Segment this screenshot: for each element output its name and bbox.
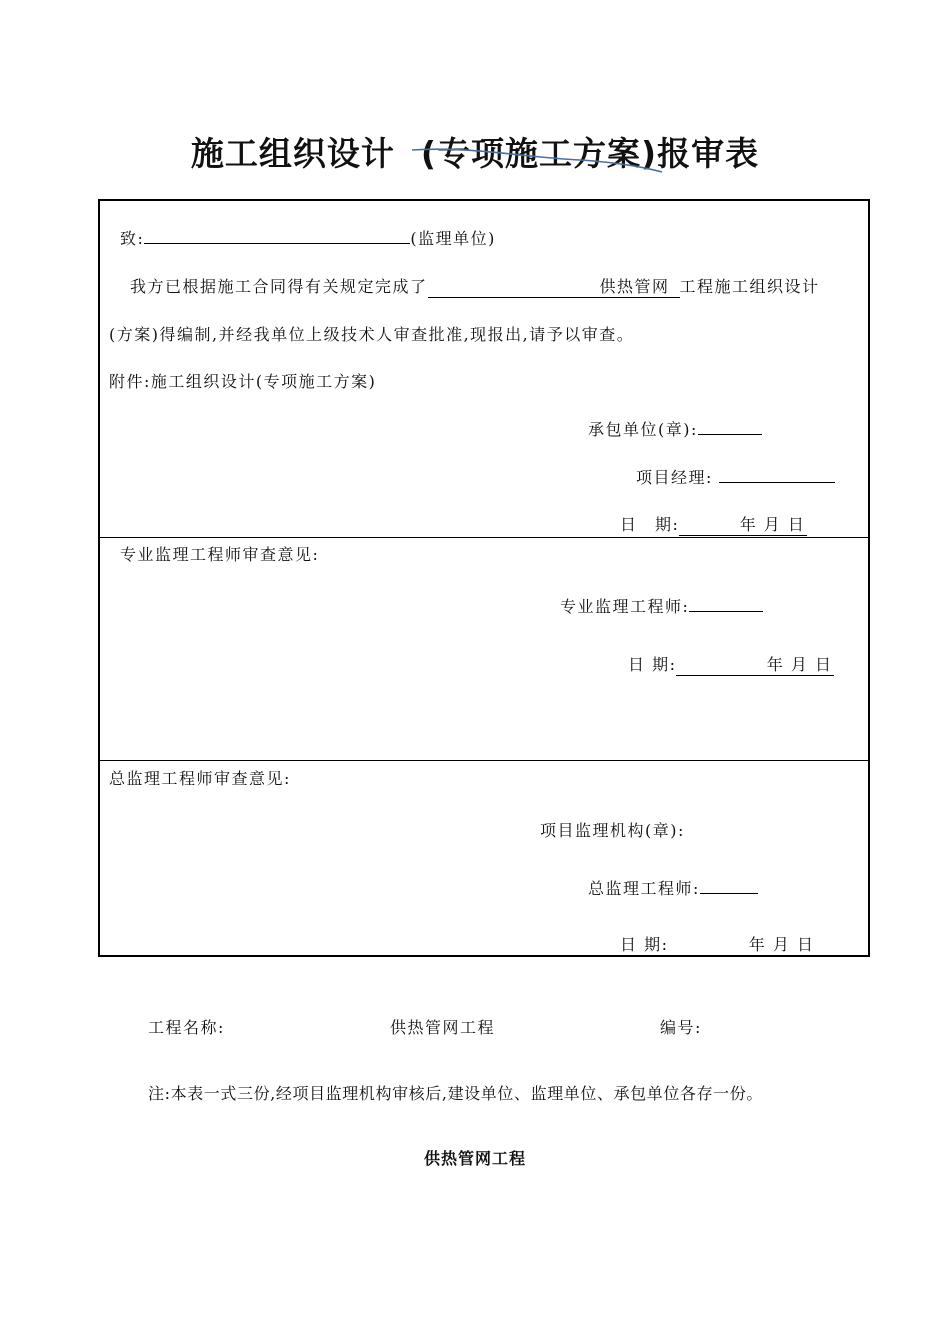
section3-date-label: 日 期: (620, 935, 669, 954)
title-part2: (专项施工方案)报审表 (420, 134, 760, 173)
section2-date-field[interactable]: 年 月 日 (676, 652, 834, 676)
chief-line (588, 876, 758, 899)
date-line (620, 512, 807, 536)
engineer-label: 专业监理工程师: (560, 597, 690, 616)
approval-form (98, 199, 870, 957)
chief-label: 总监理工程师: (588, 879, 700, 898)
contractor-field[interactable] (698, 417, 762, 435)
to-label: 致: (120, 229, 145, 248)
statement-suffix: 工程施工组织设计 (679, 277, 820, 296)
form-divider (100, 537, 868, 538)
section3-date-field[interactable]: 年 月 日 (668, 932, 816, 956)
footer-note: 注:本表一式三份,经项目监理机构审核后,建设单位、监理单位、承包单位各存一份。 (148, 1084, 763, 1103)
manager-line (636, 465, 835, 488)
section3-heading: 总监理工程师审查意见: (109, 769, 291, 788)
org-line: 项目监理机构(章): (540, 821, 685, 840)
engineer-line (560, 594, 763, 617)
to-suffix: (监理单位) (410, 229, 496, 248)
section2-date-label: 日 期: (628, 655, 677, 674)
section2-heading: 专业监理工程师审查意见: (120, 545, 320, 564)
chief-field[interactable] (700, 876, 758, 894)
date-field[interactable]: 年 月 日 (679, 512, 807, 536)
to-line (120, 226, 496, 249)
project-name-label: 工程名称: (148, 1018, 225, 1037)
date-label: 日 期: (620, 515, 680, 534)
project-name-field[interactable]: 供热管网 (428, 274, 680, 298)
project-name-value: 供热管网工程 (390, 1018, 496, 1037)
statement-prefix: 我方已根据施工合同得有关规定完成了 (130, 277, 428, 296)
contractor-line (588, 417, 762, 440)
bottom-project-title: 供热管网工程 (423, 1149, 526, 1168)
statement-line1 (130, 274, 820, 298)
form-divider (100, 760, 868, 761)
handwritten-strike-mark (410, 140, 670, 176)
attachment-text: 附件:施工组织设计(专项施工方案) (109, 372, 377, 391)
supervisor-unit-field[interactable] (144, 226, 410, 244)
manager-field[interactable] (719, 465, 835, 483)
engineer-field[interactable] (689, 594, 763, 612)
manager-label: 项目经理: (636, 468, 713, 487)
section2-date-line (628, 652, 834, 676)
section3-date-line (620, 932, 816, 956)
number-label: 编号: (660, 1018, 702, 1037)
title-part1: 施工组织设计 (190, 134, 395, 173)
contractor-label: 承包单位(章): (588, 420, 698, 439)
statement-line2: (方案)得编制,并经我单位上级技术人审查批准,现报出,请予以审查。 (109, 325, 635, 344)
